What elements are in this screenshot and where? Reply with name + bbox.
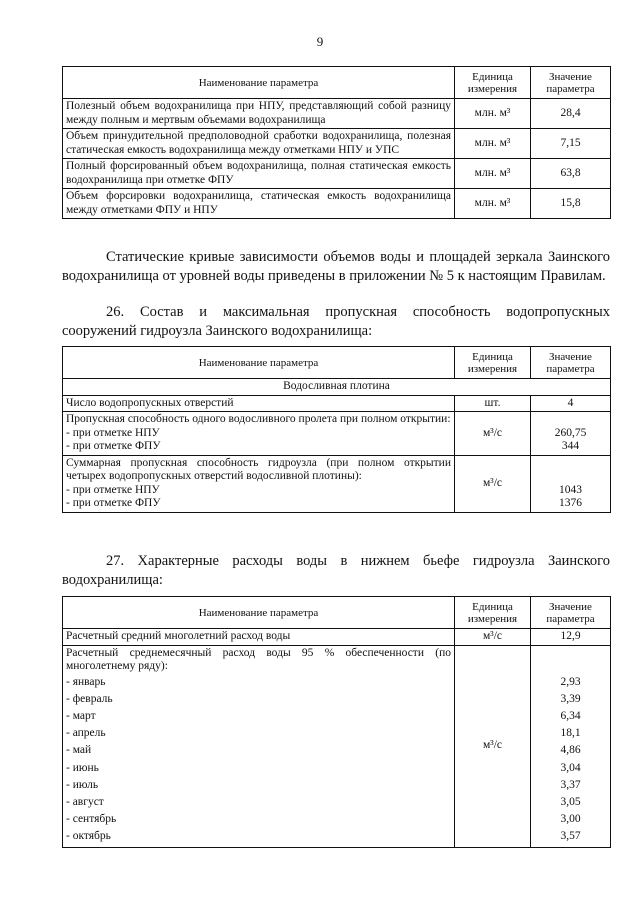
row-value: 12,9	[531, 629, 611, 646]
row-unit: м³/с	[455, 629, 531, 646]
month-february: - февраль	[66, 692, 113, 705]
row-values	[531, 645, 611, 847]
row-sub-npu: - при отметке НПУ	[66, 426, 160, 439]
value-october: 3,57	[560, 830, 581, 843]
row-name: Число водопропускных отверстий	[63, 395, 455, 412]
month-may: - май	[66, 744, 92, 757]
paragraph-item-26: 26. Состав и максимальная пропускная способность водопропускных сооружений гидроузла Заинского водохранилища:	[62, 304, 610, 339]
row-value: 63,8	[531, 159, 611, 189]
value-april: 18,1	[560, 727, 581, 740]
value-january: 2,93	[560, 675, 581, 688]
month-october: - октябрь	[66, 830, 111, 843]
row-name	[63, 645, 455, 847]
discharge-table	[62, 596, 611, 848]
value-may: 4,86	[560, 744, 581, 757]
row-name	[63, 455, 455, 512]
row-name: Объем принудительной предполоводной сработки водохранилища, полезная статическая емкость водохранилища между отметками НПУ и УПС	[63, 129, 455, 159]
row-value: 4	[531, 395, 611, 412]
row-value: 15,8	[531, 189, 611, 219]
row-sub-npu: - при отметке НПУ	[66, 483, 160, 496]
value-august: 3,05	[560, 795, 581, 808]
value-february: 3,39	[560, 692, 581, 705]
month-august: - август	[66, 795, 104, 808]
row-sub-fpu: - при отметке ФПУ	[66, 497, 161, 509]
month-july: - июль	[66, 778, 99, 791]
value-june: 3,04	[560, 761, 581, 774]
table-header-row	[63, 597, 611, 629]
table-row	[63, 159, 611, 189]
row-unit: м³/с	[455, 412, 531, 456]
row-unit: шт.	[455, 395, 531, 412]
row-unit: м³/с	[455, 645, 531, 847]
row-values	[531, 412, 611, 456]
table-row	[63, 645, 611, 847]
table-row	[63, 395, 611, 412]
table-row	[63, 99, 611, 129]
value-july: 3,37	[560, 778, 581, 791]
header-value: Значение параметра	[531, 347, 611, 379]
row-value: 7,15	[531, 129, 611, 159]
header-value: Значение параметра	[531, 67, 611, 99]
spillway-capacity-table	[62, 346, 611, 513]
value-fpu: 1376	[559, 497, 582, 509]
row-sub-fpu: - при отметке ФПУ	[66, 440, 161, 452]
table-row	[63, 189, 611, 219]
value-september: 3,00	[560, 813, 581, 826]
row-unit: млн. м³	[455, 189, 531, 219]
section-title: Водосливная плотина	[63, 379, 611, 396]
header-parameter-name: Наименование параметра	[63, 67, 455, 99]
header-unit: Единица измерения	[455, 597, 531, 629]
header-value: Значение параметра	[531, 597, 611, 629]
value-march: 6,34	[560, 709, 581, 722]
paragraph-static-curves: Статические кривые зависимости объемов воды и площадей зеркала Заинского водохранилища от уровней воды приведены в приложении № 5 к настоящим Правилам.	[62, 249, 610, 284]
row-unit: м³/с	[455, 455, 531, 512]
month-june: - июнь	[66, 761, 99, 774]
row-values	[531, 455, 611, 512]
table-row	[63, 129, 611, 159]
table-section-row	[63, 379, 611, 396]
row-name-text: Суммарная пропускная способность гидроузла (при полном открытии четырех водопропускных отверстий водосливной плотины):	[66, 456, 451, 482]
month-march: - март	[66, 709, 96, 722]
table-row	[63, 629, 611, 646]
row-name-text: Пропускная способность одного водосливного пролета при полном открытии:	[66, 413, 451, 425]
header-parameter-name: Наименование параметра	[63, 347, 455, 379]
row-unit: млн. м³	[455, 99, 531, 129]
row-unit: млн. м³	[455, 159, 531, 189]
paragraph-item-27: 27. Характерные расходы воды в нижнем бьефе гидроузла Заинского водохранилища:	[62, 553, 610, 588]
header-unit: Единица измерения	[455, 67, 531, 99]
table-row	[63, 412, 611, 456]
page-number: 9	[316, 34, 324, 49]
header-unit: Единица измерения	[455, 347, 531, 379]
table-header-row	[63, 347, 611, 379]
month-april: - апрель	[66, 727, 106, 740]
row-name-text: Расчетный среднемесячный расход воды 95 % обеспеченности (по многолетнему ряду):	[66, 646, 451, 672]
header-parameter-name: Наименование параметра	[63, 597, 455, 629]
row-value: 28,4	[531, 99, 611, 129]
value-npu: 1043	[559, 483, 582, 496]
value-npu: 260,75	[554, 426, 587, 439]
row-name	[63, 412, 455, 456]
table-header-row	[63, 67, 611, 99]
table-row	[63, 455, 611, 512]
row-unit: млн. м³	[455, 129, 531, 159]
month-september: - сентябрь	[66, 813, 117, 826]
row-name: Полезный объем водохранилища при НПУ, представляющий собой разницу между полным и мертвым объемами водохранилища	[63, 99, 455, 129]
row-name: Полный форсированный объем водохранилища, полная статическая емкость водохранилища при отметке ФПУ	[63, 159, 455, 189]
month-january: - январь	[66, 675, 106, 688]
reservoir-volume-table	[62, 66, 611, 219]
value-fpu: 344	[561, 440, 580, 452]
row-name: Расчетный средний многолетний расход воды	[63, 629, 455, 646]
row-name: Объем форсировки водохранилища, статическая емкость водохранилища между отметками ФПУ и НПУ	[63, 189, 455, 219]
